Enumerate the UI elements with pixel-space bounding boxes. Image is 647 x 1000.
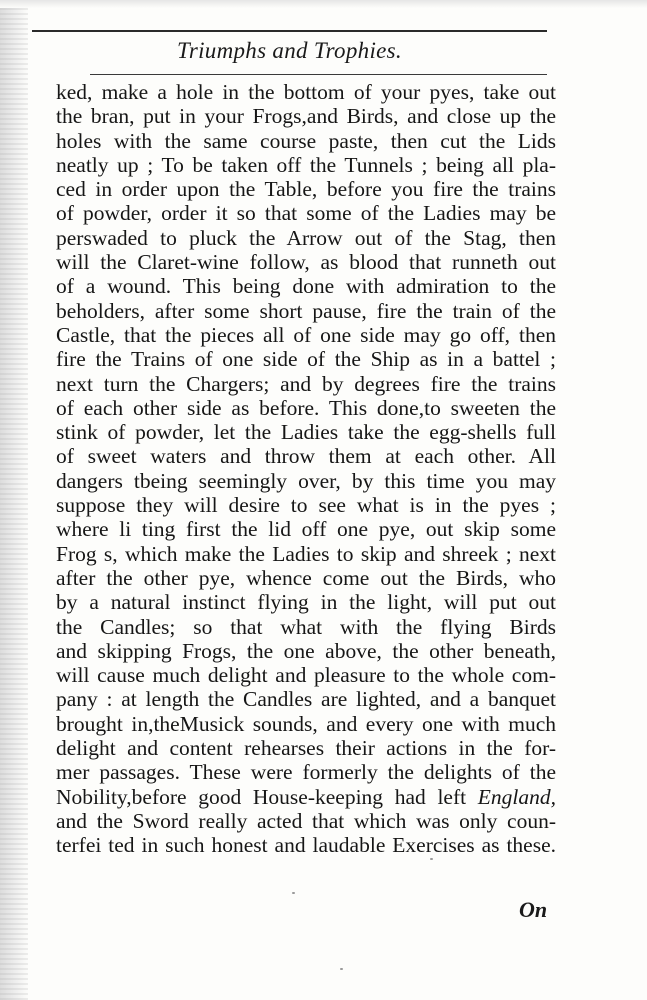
- text-line-content: by a natural instinct flying in the light, will put out: [56, 590, 556, 615]
- text-line: [56, 396, 556, 420]
- text-line: [56, 615, 556, 639]
- text-line-content: next turn the Chargers; and by degrees fire the trains: [56, 371, 556, 396]
- text-line-content: of sweet waters and throw them at each other. All: [56, 444, 556, 469]
- text-line-content: beholders, after some short pause, fire the train of the: [56, 298, 556, 323]
- text-line-content: the Candles; so that what with the flying Birds: [56, 614, 556, 639]
- text-line-content: neatly up ; To be taken off the Tunnels ; being all pla-: [56, 152, 556, 177]
- text-line: [56, 687, 556, 711]
- text-line-content: of a wound. This being done with admiration to the: [56, 274, 556, 299]
- text-line: [56, 517, 556, 541]
- text-line: [56, 760, 556, 784]
- text-line: [56, 590, 556, 614]
- text-line: [56, 663, 556, 687]
- text-line-content: dangers tbeing seemingly over, by this time you may: [56, 468, 556, 493]
- text-line: [56, 104, 556, 128]
- text-line-content: ced in order upon the Table, before you fire the trains: [56, 177, 556, 202]
- text-line-content: will the Claret-wine follow, as blood that runneth out: [56, 250, 556, 275]
- italic-word: England,: [477, 784, 556, 809]
- text-line: [56, 420, 556, 444]
- text-line: [56, 444, 556, 468]
- text-line: [56, 250, 556, 274]
- text-line-content: brought in,theMusick sounds, and every one with much: [56, 711, 556, 736]
- text-line: [56, 299, 556, 323]
- text-line-content: Frog s, which make the Ladies to skip and shreek ; next: [56, 541, 556, 566]
- scan-edge-top: [0, 0, 647, 8]
- text-line: [56, 542, 556, 566]
- text-line-content: mer passages. These were formerly the delights of the: [56, 760, 556, 785]
- text-line-content: fire the Trains of one side of the Ship as in a battel ;: [56, 347, 556, 372]
- text-line-content: stink of powder, let the Ladies take the egg-shells full: [56, 420, 556, 445]
- scan-speck: [292, 892, 295, 894]
- running-head: Triumphs and Trophies.: [177, 38, 402, 63]
- text-line: [56, 736, 556, 760]
- text-line-content: suppose they will desire to see what is in the pyes ;: [56, 493, 556, 518]
- text-line: [56, 177, 556, 201]
- text-line: [56, 833, 556, 857]
- scan-speck: [340, 968, 343, 970]
- text-line-content: and the Sword really acted that which was only coun-: [56, 808, 556, 833]
- scan-speck: [430, 858, 433, 860]
- body-text: [56, 80, 556, 858]
- text-line: [56, 469, 556, 493]
- text-line: [56, 639, 556, 663]
- text-line-content: where li ting first the lid off one pye, out skip some: [56, 517, 556, 542]
- text-line: [56, 201, 556, 225]
- text-line-content: pany : at length the Candles are lighted, and a banquet: [56, 687, 556, 712]
- head-rule: [90, 74, 547, 75]
- text-line-content: delight and content rehearses their actions in the for-: [56, 736, 556, 761]
- text-line-content: and skipping Frogs, the one above, the other beneath,: [56, 638, 556, 663]
- text-line: [56, 323, 556, 347]
- text-line-content: of each other side as before. This done,to sweeten the: [56, 395, 556, 420]
- text-line-content: perswaded to pluck the Arrow out of the Stag, then: [56, 225, 556, 250]
- catchword: On: [519, 897, 548, 922]
- text-line-content: will cause much delight and pleasure to the whole com-: [56, 663, 556, 688]
- text-line-content: Castle, that the pieces all of one side may go off, then: [56, 322, 556, 347]
- text-line: [56, 129, 556, 153]
- text-line-content: terfei ted in such honest and laudable Exercises as these.: [56, 833, 556, 858]
- text-line: [56, 785, 556, 809]
- text-line: [56, 226, 556, 250]
- text-line-content: the bran, put in your Frogs,and Birds, and close up the: [56, 104, 556, 129]
- text-line: [56, 347, 556, 371]
- text-line: [56, 809, 556, 833]
- text-line-content: ked, make a hole in the bottom of your pyes, take out: [56, 80, 556, 104]
- text-line-content: of powder, order it so that some of the Ladies may be: [56, 201, 556, 226]
- scan-edge-left: [0, 0, 28, 1000]
- text-line: [56, 153, 556, 177]
- text-line-content: Nobility,before good House-keeping had left: [56, 784, 478, 809]
- text-line-content: holes with the same course paste, then cut the Lids: [56, 128, 556, 153]
- text-line: [56, 566, 556, 590]
- text-line: [56, 274, 556, 298]
- text-line-content: after the other pye, whence come out the Birds, who: [56, 565, 556, 590]
- text-line: [56, 493, 556, 517]
- text-line: [56, 712, 556, 736]
- text-line: [56, 80, 556, 104]
- text-line: [56, 372, 556, 396]
- top-rule: [32, 30, 547, 32]
